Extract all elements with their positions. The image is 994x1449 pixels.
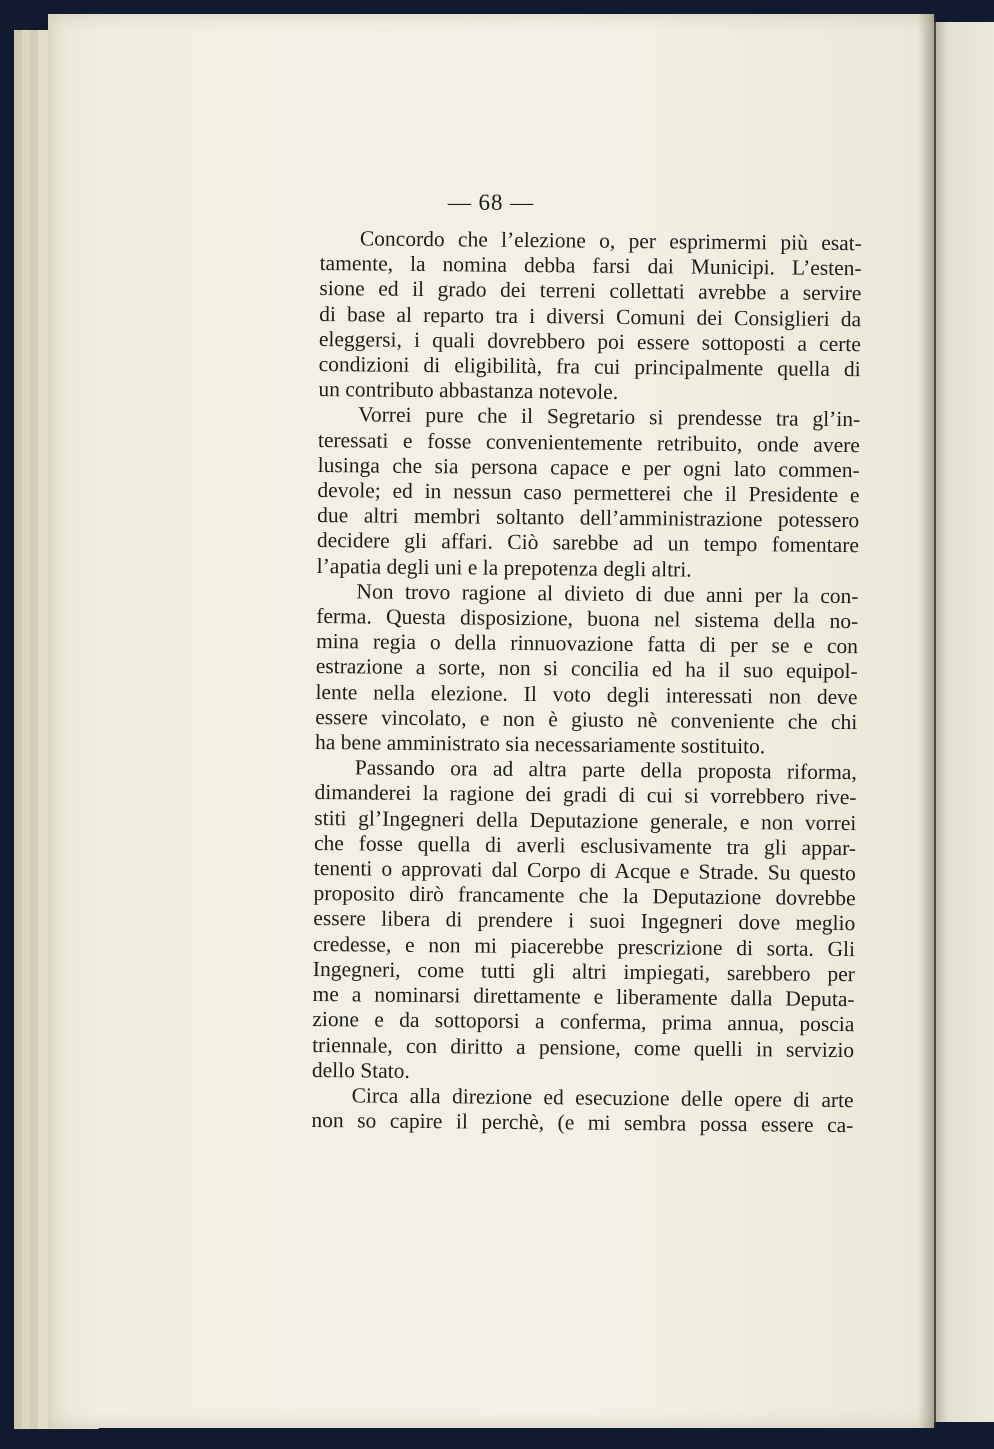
text-line: me a nominarsi direttamente e liberamente dalla Deputa- — [312, 982, 855, 1012]
text-line: Passando ora ad altra parte della proposta riforma, — [354, 755, 857, 785]
text-line: lusinga che sia persona capace e per ogni lato commen- — [317, 452, 860, 483]
text-line: sione ed il grado dei terreni collettati avrebbe a servire — [319, 276, 862, 306]
text-line: stiti gl’Ingegneri della Deputazione generale, e non vorrei — [314, 805, 857, 835]
text-line: Circa alla direzione ed esecuzione delle opere di arte — [351, 1083, 854, 1113]
page-number: — 68 — — [447, 190, 535, 215]
text-line: credesse, e non mi piacerebbe prescrizione di sorta. Gli — [312, 931, 856, 961]
text-line: tamente, la nomina debba farsi dai Municipi. L’esten- — [319, 251, 862, 281]
text-line: Concordo che l’elezione o, per esprimermi più esat- — [359, 226, 862, 256]
text-line: che fosse quella di averli esclusivamente tra gli appar- — [313, 830, 857, 861]
text-line: decidere gli affari. Ciò sarebbe ad un tempo fomentare — [316, 528, 860, 558]
text-line: proposito dirò francamente che la Deputazione dovrebbe — [313, 881, 856, 911]
text-line: due altri membri soltanto dell’amministrazione potessero — [317, 503, 860, 533]
text-line: Non trovo ragione al divieto di due anni per la con- — [356, 579, 859, 609]
text-line: estrazione a sorte, non si concilia ed ha il suo equipol- — [315, 654, 858, 684]
text-line: essere vincolato, e non è giusto nè conveniente che chi — [315, 704, 858, 735]
text-line: condizioni di eligibilità, fra cui principalmente quella di — [318, 352, 861, 382]
paragraph — [315, 579, 859, 761]
text-line: ferma. Questa disposizione, buona nel sistema della no- — [316, 604, 859, 634]
text-line: non so capire il perchè, (e mi sembra possa essere ca- — [311, 1108, 854, 1138]
text-line: zione e da sottoporsi a conferma, prima annua, poscia — [312, 1007, 855, 1037]
text-line: dimanderei la ragione dei gradi di cui si vorrebbero rive- — [314, 780, 857, 810]
text-line: devole; ed in nessun caso permetterei che il Presidente e — [317, 478, 860, 508]
text-line: Vorrei pure che il Segretario si prendesse tra gl’in- — [358, 402, 861, 432]
text-line: l’apatia degli uni e la prepotenza degli altri. — [316, 553, 692, 582]
text-line: mina regia o della rinnuovazione fatta di per se e con — [315, 629, 859, 659]
paragraph — [318, 226, 862, 408]
text-line: di base al reparto tra i diversi Comuni dei Consiglieri da — [319, 301, 862, 331]
text-line: ha bene amministrato sia necessariamente sostituito. — [314, 730, 766, 759]
book-page — [48, 14, 934, 1428]
text-line: Ingegneri, come tutti gli altri impiegati, sarebbero per — [312, 956, 855, 987]
text-line: triennale, con diritto a pensione, come quelli in servizio — [312, 1032, 855, 1062]
text-line: un contributo abbastanza notevole. — [318, 377, 619, 405]
page-body — [311, 226, 862, 1138]
text-line: essere libera di prendere i suoi Ingegneri dove meglio — [313, 906, 856, 936]
text-line: lente nella elezione. Il voto degli interessati non deve — [315, 679, 858, 709]
text-line: eleggersi, i quali dovrebbero poi essere sottoposti a certe — [318, 326, 862, 357]
text-line: tenenti o approvati dal Corpo di Acque e Strade. Su questo — [313, 856, 856, 886]
facing-page-edge — [934, 22, 994, 1422]
paragraph — [311, 1083, 853, 1139]
paragraph — [312, 755, 857, 1088]
paragraph — [317, 402, 861, 584]
text-line: dello Stato. — [311, 1057, 410, 1083]
text-line: teressati e fosse convenientemente retribuito, onde avere — [317, 427, 861, 457]
